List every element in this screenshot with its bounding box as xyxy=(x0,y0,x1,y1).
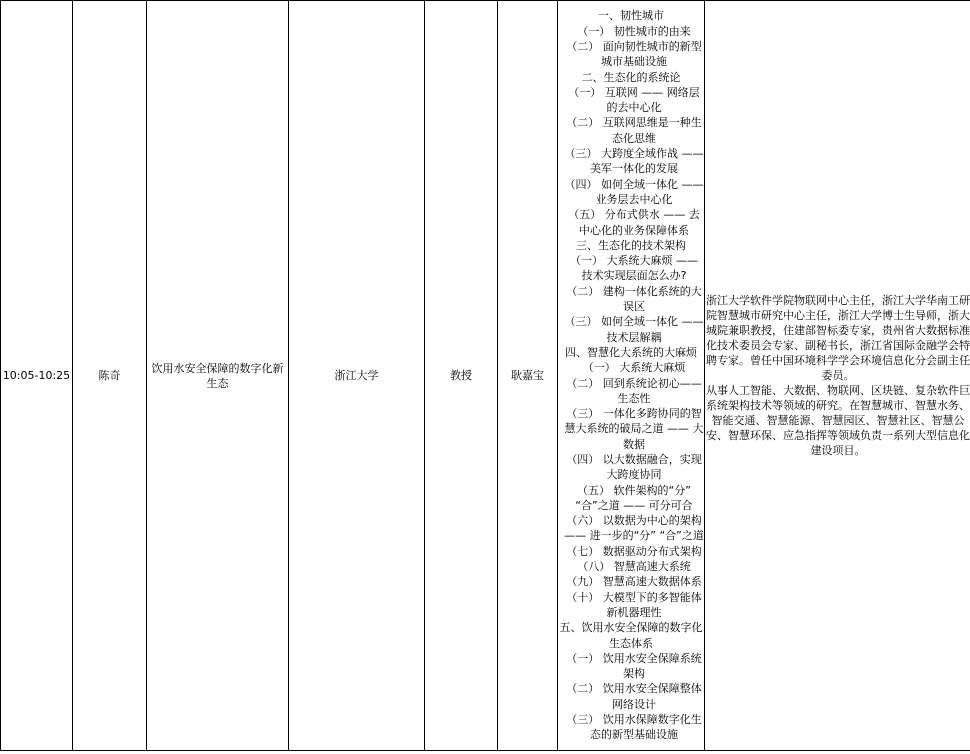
host-cell[interactable] xyxy=(498,1,558,751)
outline-item: 二、生态化的系统论 xyxy=(581,70,681,84)
outline-item: （一） 韧性城市的由来 xyxy=(577,24,691,38)
time-cell[interactable] xyxy=(1,1,73,751)
title-text: 教授 xyxy=(450,369,472,382)
bio-paragraph-2: 从事人工智能、大数据、物联网、区块链、复杂软件巨系统架构技术等领域的研究。在智慧城市、智慧水务、智能交通、智慧能源、智慧园区、智慧社区、智慧公安、智慧环保、应急指挥等领域负责一系列大型信息化建设项目。 xyxy=(706,384,970,457)
speaker-cell[interactable] xyxy=(73,1,147,751)
outline-item: （九） 智慧高速大数据体系 xyxy=(566,575,702,589)
outline-item: （二） 面向韧性城市的新型城市基础设施 xyxy=(566,39,702,69)
outline-item: （三） 如何全域一体化 —— 技术层解耦 xyxy=(564,315,704,344)
outline-item: 三、生态化的技术架构 xyxy=(576,238,686,252)
speaker-name: 陈奇 xyxy=(98,369,121,382)
outline-item: （二） 互联网思维是一种生态化思维 xyxy=(566,116,702,145)
title-cell[interactable] xyxy=(425,1,498,751)
time-text: 10:05-10:25 xyxy=(2,369,71,382)
outline-item: （三） 一体化多跨协同的智慧大系统的破局之道 —— 大数据 xyxy=(564,407,704,451)
organization-text: 浙江大学 xyxy=(334,369,379,382)
topic-text: 饮用水安全保障的数字化新生态 xyxy=(151,361,284,390)
outline-item: （五） 软件架构的“分” “合”之道 —— 可分可合 xyxy=(575,483,693,512)
outline-item: （三） 饮用水保障数字化生态的新型基础设施 xyxy=(566,713,702,742)
outline-item: （二） 饮用水安全保障整体网络设计 xyxy=(566,682,702,711)
outline-item: （二） 建构一体化系统的大误区 xyxy=(566,284,702,314)
outline-item: 五、饮用水安全保障的数字化生态体系 xyxy=(559,621,703,650)
outline-item: （四） 如何全域一体化 —— 业务层去中心化 xyxy=(564,177,704,206)
outline-item: （一） 大系统大麻烦 —— 技术实现层面怎么办? xyxy=(570,254,698,283)
table-row xyxy=(1,1,970,751)
outline-item: 四、智慧化大系统的大麻烦 xyxy=(565,345,697,359)
next-row-border xyxy=(0,750,970,751)
outline-item: （三） 大跨度全域作战 —— 美军一体化的发展 xyxy=(564,147,704,176)
outline-item: （四） 以大数据融合，实现大跨度协同 xyxy=(566,452,702,482)
host-name: 耿嘉宝 xyxy=(511,369,544,382)
outline-item: （八） 智慧高速大系统 xyxy=(577,560,691,574)
outline-item: （一） 饮用水安全保障系统架构 xyxy=(566,651,702,681)
outline-item: 一、韧性城市 xyxy=(598,9,664,23)
outline-item: （二） 回到系统论初心——生态性 xyxy=(566,376,702,405)
outline-item: （七） 数据驱动分布式架构 xyxy=(566,544,702,558)
outline-item: （五） 分布式供水 —— 去中心化的业务保障体系 xyxy=(568,208,700,237)
organization-cell[interactable] xyxy=(289,1,425,751)
outline-item: （一） 互联网 —— 网络层的去中心化 xyxy=(568,85,700,115)
outline-item: （十） 大模型下的多智能体新机器理性 xyxy=(566,590,702,619)
outline-item: （六） 以数据为中心的架构 —— 进一步的“分” “合”之道 xyxy=(564,514,704,543)
bio-paragraph-1: 浙江大学软件学院物联网中心主任，浙江大学华南工研院智慧城市研究中心主任，浙江大学博士生导师，浙大城院兼职教授，住建部智标委专家，贵州省大数据标准化技术委员会专家、副秘书长，浙江省国际金融学会特聘专家。曾任中国环境科学学会环境信息化分会副主任委员。 xyxy=(706,294,970,382)
outline-cell[interactable] xyxy=(558,1,705,751)
bio-cell[interactable] xyxy=(705,1,970,751)
outline-item: （一） 大系统大麻烦 xyxy=(582,361,686,375)
topic-cell[interactable] xyxy=(147,1,289,751)
